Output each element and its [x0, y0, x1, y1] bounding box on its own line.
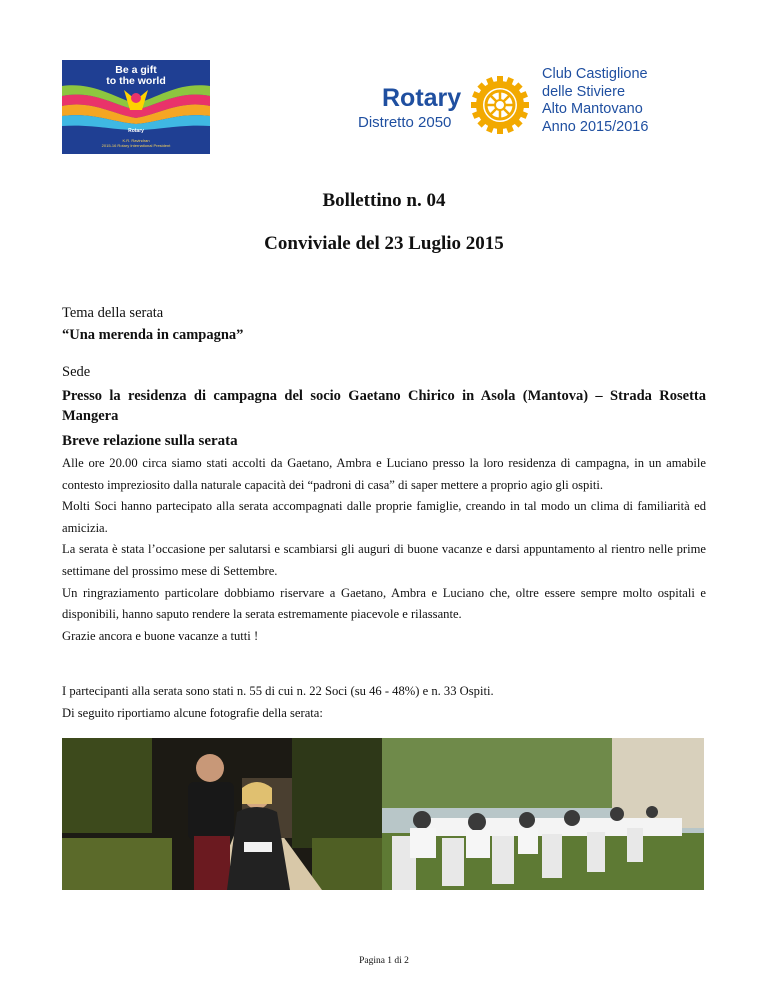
report-paragraph: Un ringraziamento particolare dobbiamo riservare a Gaetano, Ambra e Luciano che, oltre essere sempre molto ospitali e disponibili, hanno saputo rendere la serata estremamente piacevole e rilassante. — [62, 585, 706, 622]
report-paragraph: La serata è stata l’occasione per salutarsi e scambiarsi gli auguri di buone vacanze e darsi appuntamento al rientro nelle prime settimane del prossimo mese di Settembre. — [62, 542, 706, 578]
photos-intro: Di seguito riportiamo alcune fotografie della serata: — [62, 705, 323, 720]
attendance-line: I partecipanti alla serata sono stati n. 55 di cui n. 22 Soci (su 46 - 48%) e n. 33 Ospiti. — [62, 684, 494, 698]
report-paragraph: Grazie ancora e buone vacanze a tutti ! — [62, 628, 259, 643]
venue-label: Sede — [62, 364, 91, 380]
rotary-wheel-icon — [471, 76, 529, 134]
event-title: Conviviale del 23 Luglio 2015 — [264, 233, 504, 254]
attendance-block — [62, 681, 706, 724]
club-name-block — [542, 66, 648, 136]
report-body — [62, 453, 706, 647]
photo-hosts — [62, 738, 382, 890]
report-paragraph: Molti Soci hanno partecipato alla serata accompagnati dalle proprie famiglie, creando in tal modo un clima di familiarità ed amicizia. — [62, 499, 706, 535]
report-title: Breve relazione sulla serata — [62, 433, 238, 449]
photo-guests — [382, 738, 704, 890]
page-number: Pagina 1 di 2 — [359, 956, 409, 966]
club-line: Club Castiglione — [542, 66, 648, 82]
venue-value: Presso la residenza di campagna del socio Gaetano Chirico in Asola (Mantova) – Strada Rosetta Mangera — [62, 388, 706, 424]
gift-logo-title: Be a gift to the world — [106, 64, 166, 87]
rotary-wordmark: Rotary — [382, 84, 462, 112]
theme-value: “Una merenda in campagna” — [62, 327, 244, 343]
gift-logo-caption: K.R. Ravindran 2015-16 Rotary International President — [101, 138, 171, 148]
rotary-club-logo — [340, 46, 685, 151]
club-line: Alto Mantovano — [542, 101, 643, 117]
club-line: Anno 2015/2016 — [542, 118, 649, 135]
report-paragraph: Alle ore 20.00 circa siamo stati accolti da Gaetano, Ambra e Luciano presso la loro residenza di campagna, in un amabile contesto impreziosito dalla naturale capacità dei “padroni di casa” di saper mettere a proprio agio gli ospiti. — [62, 456, 706, 492]
theme-label: Tema della serata — [62, 305, 164, 321]
photo-strip — [62, 738, 704, 890]
be-a-gift-logo — [62, 60, 210, 154]
district-label: Distretto 2050 — [358, 114, 452, 131]
gift-logo-rotary: Rotary — [128, 128, 144, 134]
bulletin-title: Bollettino n. 04 — [322, 190, 446, 211]
club-line: delle Stiviere — [542, 83, 626, 100]
